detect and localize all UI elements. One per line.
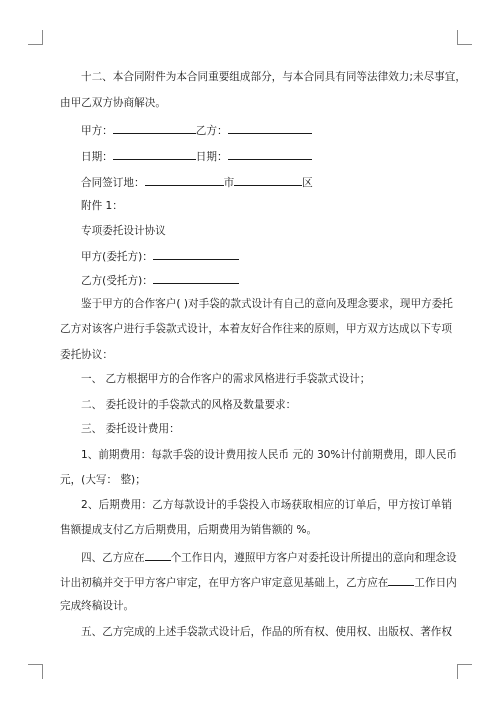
contractor-label: 乙方(受托方)： <box>81 275 153 287</box>
date-a-blank <box>113 148 196 160</box>
preamble-line-2: 乙方对该客户进行手袋款式设计，本着友好合作往来的原则，甲方双方达成以下专项 <box>60 323 452 335</box>
fee-2-line-1: 2、后期费用：乙方每款设计的手袋投入市场获取相应的订单后，甲方按订单销 <box>81 499 452 511</box>
signing-place-label: 合同签订地： <box>81 177 145 189</box>
item-4-line-3: 完成终稿设计。 <box>60 600 135 612</box>
clause-12-line-2: 由甲乙双方协商解决。 <box>60 97 166 109</box>
district-blank <box>234 174 302 186</box>
district-label: 区 <box>302 177 313 189</box>
crop-mark-bottom-left <box>28 664 43 679</box>
crop-mark-top-right <box>457 30 472 45</box>
fee-2-line-2: 售额提成支付乙方后期费用，后期费用为销售额的 %。 <box>60 524 318 536</box>
client-row <box>81 248 239 264</box>
item-2: 二、 委托设计的手袋款式的风格及数量要求： <box>81 399 297 411</box>
item-4-line-1 <box>81 549 457 565</box>
fee-1-line-1: 1、前期费用：每款手袋的设计费用按人民币 元的 30%计付前期费用，即人民币 <box>81 449 458 461</box>
annex-title: 附件 1： <box>81 200 123 212</box>
party-signature-row <box>81 122 312 138</box>
preamble-line-3: 委托协议： <box>60 349 113 361</box>
item-4-text-c: 计出初稿并交于甲方客户审定，在甲方客户审定意见基础上，乙方应在 <box>60 577 389 589</box>
party-a-label: 甲方： <box>81 125 113 137</box>
signing-place-row <box>81 174 313 190</box>
fee-1-line-2: 元，(大写： 整)； <box>60 474 146 486</box>
days-blank-2 <box>388 574 414 586</box>
days-blank-1 <box>145 549 171 561</box>
item-1: 一、 乙方根据甲方的合作客户的需求风格进行手袋款式设计； <box>81 373 371 385</box>
party-b-label: 乙方： <box>195 125 228 137</box>
crop-mark-top-left <box>28 30 43 45</box>
client-blank <box>153 248 239 260</box>
clause-12-line-1: 十二、本合同附件为本合同重要组成部分，与本合同具有同等法律效力;未尽事宜， <box>81 71 466 83</box>
agreement-title: 专项委托设计协议 <box>81 225 166 237</box>
contractor-row <box>81 272 239 288</box>
item-5-line-1: 五、乙方完成的上述手袋款式设计后，作品的所有权、使用权、出版权、著作权 <box>81 626 452 638</box>
item-4-text-a: 四、乙方应在 <box>81 552 145 564</box>
client-label: 甲方(委托方)： <box>81 251 153 263</box>
date-label-a: 日期： <box>81 151 113 163</box>
crop-mark-bottom-right <box>457 664 472 679</box>
item-4-text-d: 工作日内 <box>414 577 457 589</box>
city-label: 市 <box>223 177 235 189</box>
party-b-blank <box>228 122 312 134</box>
date-label-b: 日期： <box>195 151 228 163</box>
city-blank <box>145 174 224 186</box>
item-3: 三、 委托设计费用： <box>81 423 180 435</box>
date-row <box>81 148 312 164</box>
item-4-text-b: 个工作日内，遵照甲方客户对委托设计所提出的意向和理念设 <box>170 552 457 564</box>
preamble-line-1: 鉴于甲方的合作客户( )对手袋的款式设计有自己的意向及理念要求，现甲方委托 <box>81 298 453 310</box>
item-4-line-2 <box>60 574 457 590</box>
date-b-blank <box>228 148 312 160</box>
party-a-blank <box>113 122 196 134</box>
contractor-blank <box>153 272 239 284</box>
